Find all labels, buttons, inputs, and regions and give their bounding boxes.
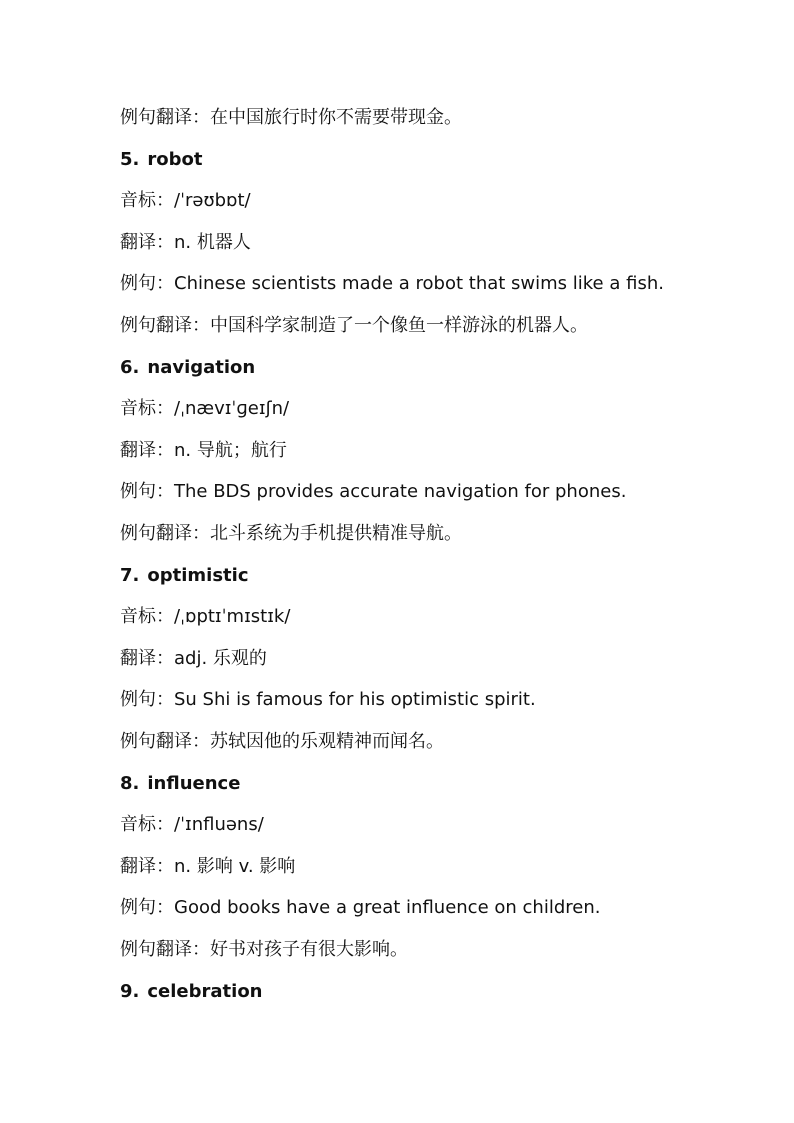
example-line: 例句：Good books have a great influence on children. — [120, 897, 601, 918]
example-line: 例句：Su Shi is famous for his optimistic spirit. — [120, 689, 536, 710]
vocab-word: optimistic — [147, 565, 249, 586]
vocab-heading-optimistic — [120, 564, 248, 588]
translation-line: 翻译：n. 机器人 — [120, 232, 251, 253]
vocab-heading-robot — [120, 148, 202, 172]
vocab-heading-influence — [120, 772, 240, 796]
translation-line: 翻译：n. 影响 v. 影响 — [120, 856, 296, 877]
example-line: 例句：The BDS provides accurate navigation for phones. — [120, 481, 627, 502]
translation-line: 翻译：n. 导航；航行 — [120, 440, 287, 461]
phonetic-line: 音标：/ˌɒptɪˈmɪstɪk/ — [120, 606, 291, 627]
vocab-heading-navigation — [120, 356, 255, 380]
vocab-number: 6. — [120, 357, 140, 378]
vocab-number: 8. — [120, 773, 140, 794]
example-line: 例句：Chinese scientists made a robot that swims like a fish. — [120, 273, 664, 294]
vocab-word: influence — [147, 773, 241, 794]
example-translation-line: 例句翻译：苏轼因他的乐观精神而闻名。 — [120, 731, 444, 752]
example-translation-line: 例句翻译：北斗系统为手机提供精准导航。 — [120, 523, 462, 544]
example-translation-line: 例句翻译：好书对孩子有很大影响。 — [120, 939, 408, 960]
example-translation-line: 例句翻译：中国科学家制造了一个像鱼一样游泳的机器人。 — [120, 315, 588, 336]
vocab-number: 9. — [120, 981, 140, 1002]
phonetic-line: 音标：/ˈrəʊbɒt/ — [120, 190, 251, 211]
example-translation-line: 例句翻译：在中国旅行时你不需要带现金。 — [120, 107, 462, 128]
vocab-heading-celebration — [120, 980, 263, 1004]
phonetic-line: 音标：/ˌnævɪˈɡeɪʃn/ — [120, 398, 290, 419]
phonetic-line: 音标：/ˈɪnfluəns/ — [120, 814, 264, 835]
vocab-word: navigation — [147, 357, 256, 378]
vocab-word: robot — [147, 149, 203, 170]
vocab-number: 7. — [120, 565, 140, 586]
vocab-number: 5. — [120, 149, 140, 170]
translation-line: 翻译：adj. 乐观的 — [120, 648, 267, 669]
vocab-word: celebration — [147, 981, 263, 1002]
